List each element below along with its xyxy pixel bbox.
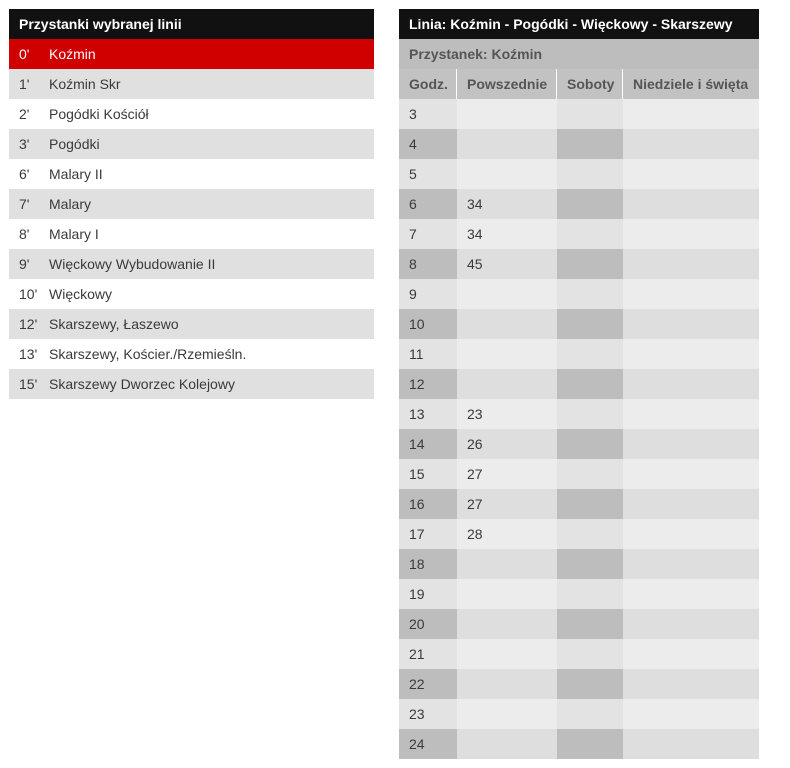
timetable-grid: [399, 69, 759, 759]
hour-cell: 9: [399, 279, 457, 309]
stop-travel-time: 1': [19, 76, 30, 92]
hour-cell: 17: [399, 519, 457, 549]
stop-travel-time: 6': [19, 166, 30, 182]
hour-cell: 12: [399, 369, 457, 399]
line-title: Linia: Koźmin - Pogódki - Więckowy - Skarszewy: [399, 9, 759, 39]
weekdays-departures-cell: [457, 309, 557, 339]
stop-travel-time: 9': [19, 256, 30, 272]
weekdays-departures-cell: 45: [457, 249, 557, 279]
weekdays-departures-cell: 27: [457, 489, 557, 519]
stop-name: Koźmin Skr: [49, 76, 121, 92]
saturdays-departures-cell: [557, 549, 623, 579]
stop-travel-time: 0': [19, 46, 30, 62]
stops-panel-title: Przystanki wybranej linii: [9, 9, 374, 39]
hour-cell: 3: [399, 99, 457, 129]
sundays-departures-cell: [623, 219, 759, 249]
weekdays-departures-cell: [457, 549, 557, 579]
stop-name: Malary I: [49, 226, 99, 242]
sundays-departures-cell: [623, 129, 759, 159]
sundays-departures-cell: [623, 489, 759, 519]
sundays-departures-cell: [623, 519, 759, 549]
sundays-departures-cell: [623, 339, 759, 369]
hour-cell: 22: [399, 669, 457, 699]
stop-name: Pogódki Kościół: [49, 106, 149, 122]
sundays-departures-cell: [623, 639, 759, 669]
weekdays-departures-cell: [457, 729, 557, 759]
hour-cell: 14: [399, 429, 457, 459]
sundays-departures-cell: [623, 189, 759, 219]
stop-travel-time: 10': [19, 286, 38, 302]
stop-item[interactable]: [9, 369, 374, 399]
saturdays-departures-cell: [557, 699, 623, 729]
saturdays-departures-cell: [557, 639, 623, 669]
stop-travel-time: 12': [19, 316, 38, 332]
stop-item[interactable]: [9, 159, 374, 189]
weekdays-departures-cell: 26: [457, 429, 557, 459]
sundays-departures-cell: [623, 309, 759, 339]
weekdays-departures-cell: [457, 159, 557, 189]
stop-item[interactable]: [9, 129, 374, 159]
weekdays-departures-cell: [457, 99, 557, 129]
hour-cell: 6: [399, 189, 457, 219]
hour-cell: 15: [399, 459, 457, 489]
stop-travel-time: 8': [19, 226, 30, 242]
saturdays-departures-cell: [557, 249, 623, 279]
hour-cell: 4: [399, 129, 457, 159]
stop-name: Skarszewy Dworzec Kolejowy: [49, 376, 235, 392]
sundays-departures-cell: [623, 549, 759, 579]
weekdays-departures-cell: [457, 339, 557, 369]
stop-name: Malary: [49, 196, 92, 212]
sundays-departures-cell: [623, 369, 759, 399]
sundays-departures-cell: [623, 279, 759, 309]
sundays-departures-cell: [623, 729, 759, 759]
saturdays-departures-cell: [557, 159, 623, 189]
saturdays-departures-cell: [557, 399, 623, 429]
stop-item[interactable]: [9, 69, 374, 99]
saturdays-departures-cell: [557, 129, 623, 159]
sundays-departures-cell: [623, 429, 759, 459]
hour-cell: 19: [399, 579, 457, 609]
weekdays-departures-cell: [457, 579, 557, 609]
stop-item[interactable]: [9, 39, 374, 69]
saturdays-departures-cell: [557, 669, 623, 699]
stop-travel-time: 7': [19, 196, 30, 212]
saturdays-departures-cell: [557, 729, 623, 759]
hour-cell: 11: [399, 339, 457, 369]
weekdays-departures-cell: 28: [457, 519, 557, 549]
column-header-saturdays: Soboty: [557, 69, 623, 99]
hour-cell: 20: [399, 609, 457, 639]
saturdays-departures-cell: [557, 429, 623, 459]
column-header-hour: Godz.: [399, 69, 457, 99]
stop-name: Pogódki: [49, 136, 100, 152]
stop-travel-time: 2': [19, 106, 30, 122]
weekdays-departures-cell: [457, 369, 557, 399]
weekdays-departures-cell: [457, 639, 557, 669]
stop-name: Więckowy Wybudowanie II: [49, 256, 216, 272]
stop-item[interactable]: [9, 189, 374, 219]
weekdays-departures-cell: 27: [457, 459, 557, 489]
sundays-departures-cell: [623, 99, 759, 129]
saturdays-departures-cell: [557, 519, 623, 549]
stop-name: Koźmin: [49, 46, 96, 62]
sundays-departures-cell: [623, 249, 759, 279]
sundays-departures-cell: [623, 609, 759, 639]
saturdays-departures-cell: [557, 279, 623, 309]
stop-item[interactable]: [9, 339, 374, 369]
weekdays-departures-cell: [457, 699, 557, 729]
saturdays-departures-cell: [557, 219, 623, 249]
stop-item[interactable]: [9, 249, 374, 279]
hour-cell: 7: [399, 219, 457, 249]
stop-name: Skarszewy, Łaszewo: [49, 316, 179, 332]
sundays-departures-cell: [623, 699, 759, 729]
stop-title: Przystanek: Koźmin: [399, 39, 759, 69]
hour-cell: 10: [399, 309, 457, 339]
hour-cell: 21: [399, 639, 457, 669]
saturdays-departures-cell: [557, 99, 623, 129]
saturdays-departures-cell: [557, 459, 623, 489]
weekdays-departures-cell: 23: [457, 399, 557, 429]
saturdays-departures-cell: [557, 489, 623, 519]
weekdays-departures-cell: [457, 609, 557, 639]
hour-cell: 13: [399, 399, 457, 429]
saturdays-departures-cell: [557, 579, 623, 609]
stops-list: [9, 39, 374, 399]
sundays-departures-cell: [623, 669, 759, 699]
weekdays-departures-cell: 34: [457, 219, 557, 249]
stop-travel-time: 13': [19, 346, 38, 362]
hour-cell: 23: [399, 699, 457, 729]
column-header-weekdays: Powszednie: [457, 69, 557, 99]
weekdays-departures-cell: [457, 279, 557, 309]
hour-cell: 8: [399, 249, 457, 279]
hour-cell: 18: [399, 549, 457, 579]
sundays-departures-cell: [623, 399, 759, 429]
weekdays-departures-cell: [457, 669, 557, 699]
stop-item[interactable]: [9, 99, 374, 129]
stop-name: Malary II: [49, 166, 103, 182]
stop-travel-time: 3': [19, 136, 30, 152]
stop-name: Skarszewy, Kościer./Rzemieśln.: [49, 346, 247, 362]
stop-item[interactable]: [9, 279, 374, 309]
timetable-panel: [399, 9, 759, 759]
saturdays-departures-cell: [557, 189, 623, 219]
column-header-sundays: Niedziele i święta: [623, 69, 759, 99]
weekdays-departures-cell: [457, 129, 557, 159]
saturdays-departures-cell: [557, 339, 623, 369]
saturdays-departures-cell: [557, 369, 623, 399]
saturdays-departures-cell: [557, 309, 623, 339]
stop-travel-time: 15': [19, 376, 38, 392]
stop-item[interactable]: [9, 309, 374, 339]
stop-name: Więckowy: [49, 286, 113, 302]
sundays-departures-cell: [623, 579, 759, 609]
hour-cell: 24: [399, 729, 457, 759]
weekdays-departures-cell: 34: [457, 189, 557, 219]
sundays-departures-cell: [623, 459, 759, 489]
stops-panel: [9, 9, 374, 399]
stop-item[interactable]: [9, 219, 374, 249]
sundays-departures-cell: [623, 159, 759, 189]
hour-cell: 16: [399, 489, 457, 519]
saturdays-departures-cell: [557, 609, 623, 639]
hour-cell: 5: [399, 159, 457, 189]
